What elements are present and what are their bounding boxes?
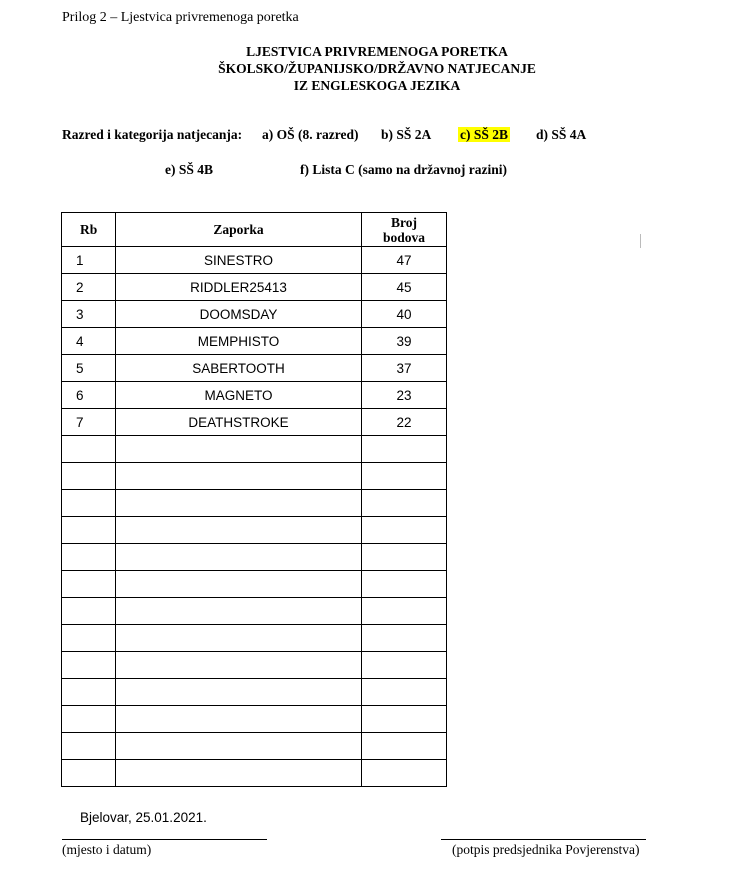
table-row bbox=[62, 436, 447, 463]
cell-rb: 2 bbox=[62, 274, 116, 301]
cell-bodovi: 22 bbox=[362, 409, 447, 436]
cell-zaporka: SINESTRO bbox=[116, 247, 362, 274]
table-row bbox=[62, 463, 447, 490]
cell-bodovi bbox=[362, 706, 447, 733]
table-row bbox=[62, 625, 447, 652]
title-line-3: IZ ENGLESKOGA JEZIKA bbox=[293, 78, 461, 93]
cell-bodovi: 39 bbox=[362, 328, 447, 355]
cell-bodovi bbox=[362, 490, 447, 517]
cell-rb bbox=[62, 490, 116, 517]
cell-zaporka bbox=[116, 517, 362, 544]
cell-rb bbox=[62, 463, 116, 490]
cell-zaporka bbox=[116, 436, 362, 463]
cell-zaporka bbox=[116, 706, 362, 733]
table-row bbox=[62, 247, 447, 274]
table-row bbox=[62, 490, 447, 517]
cell-bodovi: 40 bbox=[362, 301, 447, 328]
cell-bodovi: 45 bbox=[362, 274, 447, 301]
cell-bodovi bbox=[362, 679, 447, 706]
cell-rb bbox=[62, 733, 116, 760]
category-option-f: f) Lista C (samo na državnoj razini) bbox=[300, 162, 507, 177]
cell-zaporka bbox=[116, 652, 362, 679]
cell-bodovi bbox=[362, 436, 447, 463]
cell-zaporka bbox=[116, 571, 362, 598]
cell-rb: 7 bbox=[62, 409, 116, 436]
cell-rb bbox=[62, 760, 116, 787]
header-rb: Rb bbox=[62, 213, 116, 247]
cell-zaporka: MEMPHISTO bbox=[116, 328, 362, 355]
table-row bbox=[62, 355, 447, 382]
table-row bbox=[62, 679, 447, 706]
cell-rb bbox=[62, 598, 116, 625]
table-row bbox=[62, 544, 447, 571]
cell-bodovi bbox=[362, 652, 447, 679]
cell-rb bbox=[62, 679, 116, 706]
table-row bbox=[62, 517, 447, 544]
category-option-a: a) OŠ (8. razred) bbox=[262, 127, 359, 142]
cell-bodovi bbox=[362, 625, 447, 652]
cell-zaporka bbox=[116, 679, 362, 706]
cell-bodovi bbox=[362, 598, 447, 625]
cell-rb bbox=[62, 652, 116, 679]
cell-bodovi: 47 bbox=[362, 247, 447, 274]
table-row bbox=[62, 301, 447, 328]
cell-zaporka: RIDDLER25413 bbox=[116, 274, 362, 301]
title-line-2: ŠKOLSKO/ŽUPANIJSKO/DRŽAVNO NATJECANJE bbox=[218, 61, 536, 76]
place-date: Bjelovar, 25.01.2021. bbox=[80, 810, 207, 825]
cell-bodovi bbox=[362, 463, 447, 490]
cell-rb bbox=[62, 544, 116, 571]
cell-rb bbox=[62, 517, 116, 544]
cell-rb bbox=[62, 571, 116, 598]
header-bodovi-line1: Broj bbox=[391, 214, 417, 230]
category-option-c bbox=[458, 127, 510, 143]
cell-rb bbox=[62, 625, 116, 652]
cell-bodovi: 37 bbox=[362, 355, 447, 382]
table-header-row bbox=[62, 213, 447, 247]
cell-zaporka bbox=[116, 598, 362, 625]
cell-zaporka bbox=[116, 733, 362, 760]
cell-zaporka: DEATHSTROKE bbox=[116, 409, 362, 436]
cell-rb: 4 bbox=[62, 328, 116, 355]
table-row bbox=[62, 598, 447, 625]
ranking-table bbox=[61, 212, 447, 787]
cell-zaporka bbox=[116, 760, 362, 787]
cell-zaporka: MAGNETO bbox=[116, 382, 362, 409]
table-row bbox=[62, 409, 447, 436]
cell-zaporka bbox=[116, 490, 362, 517]
header-zaporka: Zaporka bbox=[116, 213, 362, 247]
cell-rb bbox=[62, 436, 116, 463]
place-date-line bbox=[62, 839, 267, 840]
category-option-d: d) SŠ 4A bbox=[536, 127, 587, 142]
cell-rb: 6 bbox=[62, 382, 116, 409]
table-row bbox=[62, 760, 447, 787]
table-row bbox=[62, 571, 447, 598]
signature-line bbox=[441, 839, 646, 840]
cell-zaporka bbox=[116, 463, 362, 490]
place-date-label: (mjesto i datum) bbox=[62, 842, 152, 857]
cell-bodovi bbox=[362, 544, 447, 571]
cell-rb: 1 bbox=[62, 247, 116, 274]
cell-bodovi bbox=[362, 733, 447, 760]
cell-rb: 5 bbox=[62, 355, 116, 382]
table-row bbox=[62, 382, 447, 409]
title-line-1: LJESTVICA PRIVREMENOGA PORETKA bbox=[246, 44, 508, 59]
table-row bbox=[62, 706, 447, 733]
cell-bodovi bbox=[362, 571, 447, 598]
text-cursor bbox=[640, 234, 641, 248]
cell-bodovi bbox=[362, 517, 447, 544]
table-row bbox=[62, 733, 447, 760]
cell-bodovi: 23 bbox=[362, 382, 447, 409]
highlighted-category: c) SŠ 2B bbox=[460, 127, 509, 142]
cell-zaporka: SABERTOOTH bbox=[116, 355, 362, 382]
category-option-e: e) SŠ 4B bbox=[165, 162, 214, 177]
table-row bbox=[62, 274, 447, 301]
signature-label: (potpis predsjednika Povjerenstva) bbox=[452, 842, 640, 857]
cell-zaporka: DOOMSDAY bbox=[116, 301, 362, 328]
cell-zaporka bbox=[116, 625, 362, 652]
table-row bbox=[62, 652, 447, 679]
category-option-b: b) SŠ 2A bbox=[381, 127, 432, 142]
cell-bodovi bbox=[362, 760, 447, 787]
cell-rb bbox=[62, 706, 116, 733]
table-row bbox=[62, 328, 447, 355]
document-caption: Prilog 2 – Ljestvica privremenoga poretka bbox=[62, 10, 299, 25]
header-bodovi-line2: bodova bbox=[382, 229, 426, 245]
cell-rb: 3 bbox=[62, 301, 116, 328]
category-label: Razred i kategorija natjecanja: bbox=[62, 127, 243, 142]
cell-zaporka bbox=[116, 544, 362, 571]
header-bodovi bbox=[362, 213, 447, 247]
